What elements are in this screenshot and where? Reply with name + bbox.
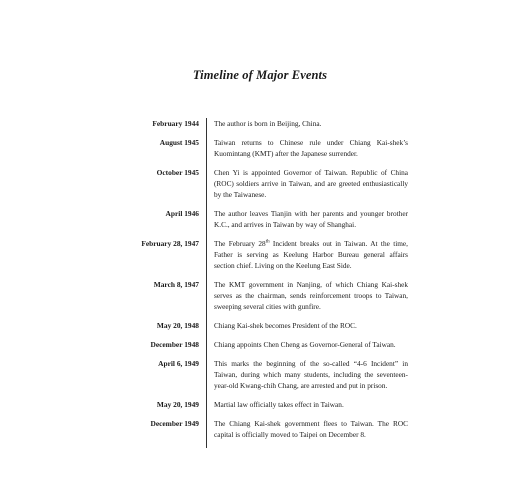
timeline-entry xyxy=(108,339,408,350)
event-text: Incident breaks out in Taiwan. At the time, Father is serving as Keelung Harbor Bureau general affairs section chief. Living on the Keelung East Side. xyxy=(214,239,408,270)
timeline-entry xyxy=(108,279,408,312)
timeline-event: Chen Yi is appointed Governor of Taiwan. Republic of China (ROC) soldiers arrive in Taiwan, and are greeted enthusiastically by the Taiwanese. xyxy=(214,168,408,199)
event-text: The February 28 xyxy=(214,239,266,248)
timeline-date: December 1949 xyxy=(150,419,199,428)
ordinal-suffix: th xyxy=(265,239,270,245)
timeline-entry xyxy=(108,208,408,230)
timeline-date: February 1944 xyxy=(152,119,199,128)
timeline-event: This marks the beginning of the so-called “4-6 Incident” in Taiwan, during which many students, including the seventeen-year-old Kwang-chih Chang, are arrested and put in prison. xyxy=(214,359,408,390)
timeline-event: Chiang appoints Chen Cheng as Governor-General of Taiwan. xyxy=(214,340,396,349)
timeline-entry xyxy=(108,238,408,271)
timeline-event xyxy=(214,238,408,271)
timeline-date: April 6, 1949 xyxy=(158,359,199,368)
timeline-event: The author is born in Beijing, China. xyxy=(214,119,322,128)
timeline-event: Chiang Kai-shek becomes President of the ROC. xyxy=(214,321,357,330)
timeline xyxy=(108,118,408,448)
timeline-date: May 20, 1949 xyxy=(156,400,199,409)
timeline-date: May 20, 1948 xyxy=(156,321,199,330)
timeline-event: Taiwan returns to Chinese rule under Chiang Kai-shek’s Kuomintang (KMT) after the Japanese surrender. xyxy=(214,138,408,158)
timeline-event: The author leaves Tianjin with her parents and younger brother K.C., and arrives in Taiwan by way of Shanghai. xyxy=(214,209,408,229)
timeline-entry xyxy=(108,167,408,200)
timeline-event: Martial law officially takes effect in Taiwan. xyxy=(214,400,344,409)
timeline-date: March 8, 1947 xyxy=(153,280,199,289)
timeline-entry xyxy=(108,137,408,159)
timeline-event: The Chiang Kai-shek government flees to Taiwan. The ROC capital is officially moved to Taipei on December 8. xyxy=(214,419,408,439)
timeline-date: October 1945 xyxy=(156,168,199,177)
timeline-entry xyxy=(108,118,408,129)
timeline-entry xyxy=(108,358,408,391)
timeline-entry xyxy=(108,320,408,331)
timeline-divider xyxy=(206,118,207,448)
timeline-event: The KMT government in Nanjing, of which Chiang Kai-shek serves as the chairman, sends reinforcement troops to Taiwan, sweeping several cities with gunfire. xyxy=(214,280,408,311)
timeline-entry xyxy=(108,418,408,440)
page-title: Timeline of Major Events xyxy=(192,68,328,82)
timeline-date: December 1948 xyxy=(150,340,199,349)
timeline-date: April 1946 xyxy=(165,209,199,218)
timeline-date: February 28, 1947 xyxy=(141,239,199,248)
timeline-entry xyxy=(108,399,408,410)
timeline-date: August 1945 xyxy=(159,138,199,147)
